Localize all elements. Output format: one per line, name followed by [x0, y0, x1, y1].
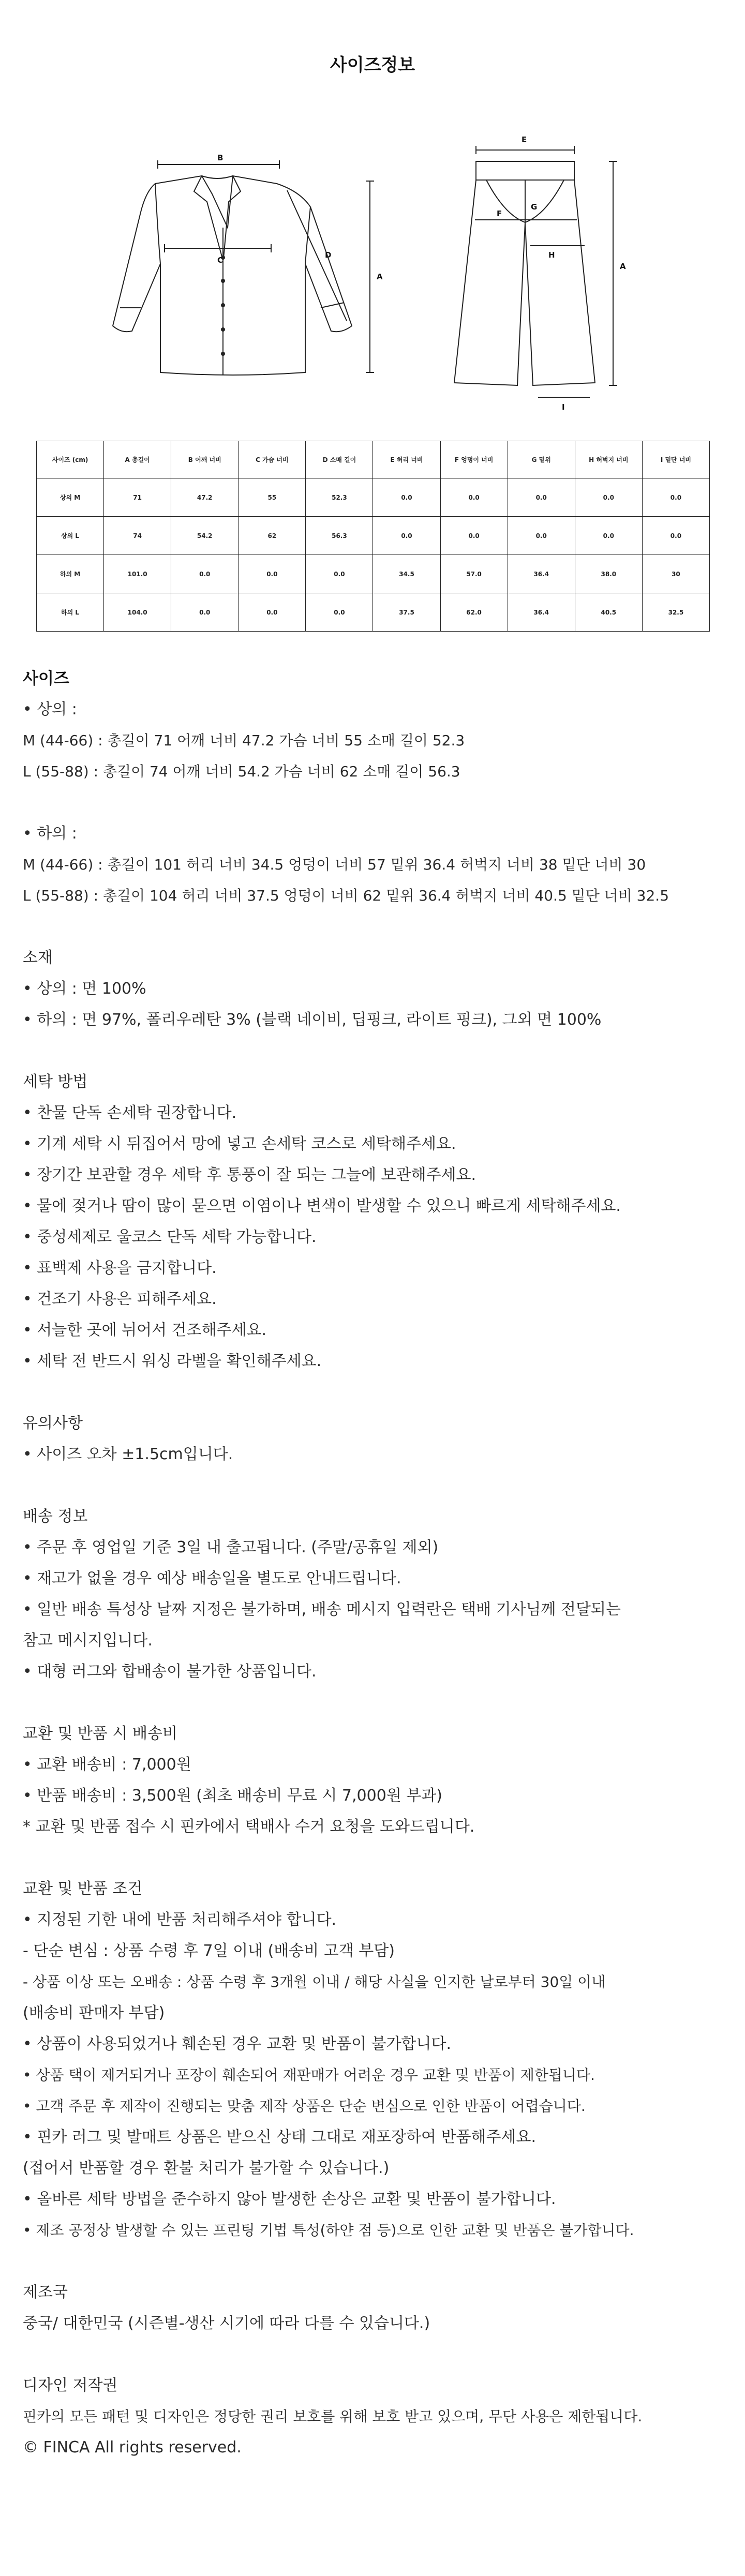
washing-section [23, 1067, 726, 1377]
table-cell: 36.4 [508, 593, 575, 632]
table-cell: 하의 L [37, 593, 104, 632]
caution-heading: 유의사항 [23, 1414, 83, 1432]
copyright-heading: 디자인 저작권 [23, 2376, 118, 2394]
table-cell: 상의 L [37, 517, 104, 555]
washing-line: • 장기간 보관할 경우 세탁 후 통풍이 잘 되는 그늘에 보관해주세요. [23, 1166, 476, 1184]
washing-line: • 물에 젖거나 땀이 많이 묻으면 이염이나 변색이 발생할 수 있으니 빠르게 세탁해주세요. [23, 1197, 621, 1215]
origin-section [23, 2277, 726, 2339]
table-cell: 0.0 [508, 478, 575, 517]
return-conditions-heading: 교환 및 반품 조건 [23, 1880, 143, 1898]
return-condition-line: • 올바른 세탁 방법을 준수하지 않아 발생한 손상은 교환 및 반품이 불가합니다. [23, 2190, 556, 2208]
table-header: F 엉덩이 너비 [440, 441, 508, 478]
return-fee-heading: 교환 및 반품 시 배송비 [23, 1725, 177, 1743]
origin-heading: 제조국 [23, 2283, 68, 2301]
table-cell: 0.0 [306, 593, 373, 632]
table-cell: 62 [239, 517, 306, 555]
table-header: A 총길이 [104, 441, 171, 478]
copyright-line: © FINCA All rights reserved. [23, 2438, 242, 2457]
top-size-m: M (44-66) : 총길이 71 어깨 너비 47.2 가슴 너비 55 소매 길이 52.3 [23, 732, 465, 749]
table-cell: 0.0 [171, 555, 239, 593]
return-fee-line: • 반품 배송비 : 3,500원 (최초 배송비 무료 시 7,000원 부과) [23, 1787, 442, 1805]
bottom-size-m: M (44-66) : 총길이 101 허리 너비 34.5 엉덩이 너비 57 밑위 36.4 허벅지 너비 38 밑단 너비 30 [23, 856, 646, 873]
label-h: H [548, 250, 555, 260]
bottom-label: • 하의 : [23, 825, 77, 843]
table-header: I 밑단 너비 [642, 441, 709, 478]
table-cell: 74 [104, 517, 171, 555]
label-g: G [531, 202, 538, 212]
table-cell: 0.0 [508, 517, 575, 555]
table-cell: 62.0 [440, 593, 508, 632]
washing-line: • 세탁 전 반드시 워싱 라벨을 확인해주세요. [23, 1352, 322, 1370]
return-condition-line: (접어서 반품할 경우 환불 처리가 불가할 수 있습니다.) [23, 2159, 390, 2177]
label-e: E [522, 135, 527, 144]
size-table [36, 441, 710, 632]
table-header: G 밑위 [508, 441, 575, 478]
table-cell: 40.5 [575, 593, 642, 632]
shirt-outline [113, 176, 352, 375]
table-cell: 101.0 [104, 555, 171, 593]
label-i: I [562, 402, 565, 412]
table-cell: 30 [642, 555, 709, 593]
table-cell: 104.0 [104, 593, 171, 632]
shipping-line: • 대형 러그와 합배송이 불가한 상품입니다. [23, 1663, 317, 1681]
return-fee-line: * 교환 및 반품 접수 시 핀카에서 택배사 수거 요청을 도와드립니다. [23, 1818, 475, 1836]
washing-line: • 서늘한 곳에 뉘어서 건조해주세요. [23, 1321, 267, 1339]
washing-line: • 표백제 사용을 금지합니다. [23, 1259, 217, 1277]
top-size-l: L (55-88) : 총길이 74 어깨 너비 54.2 가슴 너비 62 소매 길이 56.3 [23, 763, 460, 780]
table-cell: 0.0 [171, 593, 239, 632]
return-fee-line: • 교환 배송비 : 7,000원 [23, 1756, 191, 1774]
table-cell: 47.2 [171, 478, 239, 517]
table-header: B 어깨 너비 [171, 441, 239, 478]
label-a-top: A [377, 272, 383, 281]
return-condition-line: • 상품 택이 제거되거나 포장이 훼손되어 재판매가 어려운 경우 교환 및 반품이 제한됩니다. [23, 2066, 595, 2084]
table-header: 사이즈 (cm) [37, 441, 104, 478]
copyright-line: 핀카의 모든 패턴 및 디자인은 정당한 권리 보호를 위해 보호 받고 있으며, 무단 사용은 제한됩니다. [23, 2408, 643, 2425]
label-b: B [217, 153, 224, 162]
bottom-size-l: L (55-88) : 총길이 104 허리 너비 37.5 엉덩이 너비 62 밑위 36.4 허벅지 너비 40.5 밑단 너비 32.5 [23, 887, 669, 904]
shipping-line: 참고 메시지입니다. [23, 1631, 153, 1650]
product-info [23, 663, 726, 2463]
return-condition-line: • 상품이 사용되었거나 훼손된 경우 교환 및 반품이 불가합니다. [23, 2035, 452, 2053]
table-row [37, 593, 710, 632]
size-diagram [0, 103, 745, 424]
table-cell: 0.0 [642, 517, 709, 555]
washing-line: • 중성세제로 울코스 단독 세탁 가능합니다. [23, 1228, 317, 1246]
table-header: C 가슴 너비 [239, 441, 306, 478]
table-cell: 0.0 [373, 517, 440, 555]
shipping-section [23, 1501, 726, 1687]
shipping-line: • 주문 후 영업일 기준 3일 내 출고됩니다. (주말/공휴일 제외) [23, 1538, 439, 1556]
size-heading: 사이즈 [23, 669, 69, 688]
return-condition-line: - 상품 이상 또는 오배송 : 상품 수령 후 3개월 이내 / 해당 사실을 인지한 날로부터 30일 이내 [23, 1973, 606, 1990]
size-section [23, 663, 726, 911]
caution-line: • 사이즈 오차 ±1.5cm입니다. [23, 1445, 233, 1463]
table-row [37, 555, 710, 593]
shipping-line: • 재고가 없을 경우 예상 배송일을 별도로 안내드립니다. [23, 1569, 401, 1587]
table-cell: 하의 M [37, 555, 104, 593]
table-cell: 0.0 [642, 478, 709, 517]
table-header: D 소매 길이 [306, 441, 373, 478]
table-header: H 허벅지 너비 [575, 441, 642, 478]
table-cell: 52.3 [306, 478, 373, 517]
table-header-row [37, 441, 710, 478]
table-cell: 0.0 [239, 555, 306, 593]
shipping-heading: 배송 정보 [23, 1507, 88, 1525]
garment-illustration [0, 103, 745, 424]
table-cell: 71 [104, 478, 171, 517]
material-line: • 하의 : 면 97%, 폴리우레탄 3% (블랙 네이비, 딥핑크, 라이트 핑크), 그외 면 100% [23, 1011, 602, 1029]
material-line: • 상의 : 면 100% [23, 980, 146, 998]
shirt-measure-lines [158, 160, 374, 372]
label-f: F [497, 209, 502, 218]
table-cell: 54.2 [171, 517, 239, 555]
table-cell: 0.0 [440, 478, 508, 517]
table-cell: 0.0 [239, 593, 306, 632]
table-cell: 상의 M [37, 478, 104, 517]
table-cell: 56.3 [306, 517, 373, 555]
table-cell: 34.5 [373, 555, 440, 593]
table-cell: 0.0 [575, 517, 642, 555]
table-cell: 0.0 [306, 555, 373, 593]
label-c: C [217, 256, 224, 265]
washing-heading: 세탁 방법 [23, 1073, 88, 1091]
table-cell: 37.5 [373, 593, 440, 632]
label-a-bottom: A [620, 262, 626, 271]
pants-measure-lines [475, 146, 617, 397]
table-cell: 57.0 [440, 555, 508, 593]
washing-line: • 기계 세탁 시 뒤집어서 망에 넣고 손세탁 코스로 세탁해주세요. [23, 1135, 456, 1153]
washing-line: • 건조기 사용은 피해주세요. [23, 1290, 217, 1308]
top-label: • 상의 : [23, 700, 77, 718]
table-cell: 36.4 [508, 555, 575, 593]
return-condition-line: (배송비 판매자 부담) [23, 2004, 165, 2022]
return-condition-line: • 고객 주문 후 제작이 진행되는 맞춤 제작 상품은 단순 변심으로 인한 반품이 어렵습니다. [23, 2098, 586, 2115]
washing-line: • 찬물 단독 손세탁 권장합니다. [23, 1104, 237, 1122]
shipping-line: • 일반 배송 특성상 날짜 지정은 불가하며, 배송 메시지 입력란은 택배 기사님께 전달되는 [23, 1600, 621, 1619]
return-condition-line: • 제조 공정상 발생할 수 있는 프린팅 기법 특성(하얀 점 등)으로 인한 교환 및 반품은 불가합니다. [23, 2222, 634, 2239]
return-condition-line: - 단순 변심 : 상품 수령 후 7일 이내 (배송비 고객 부담) [23, 1942, 395, 1960]
origin-line: 중국/ 대한민국 (시즌별-생산 시기에 따라 다를 수 있습니다.) [23, 2314, 430, 2332]
return-conditions-section [23, 1874, 726, 2246]
table-cell: 0.0 [575, 478, 642, 517]
return-condition-line: • 지정된 기한 내에 반품 처리해주셔야 합니다. [23, 1911, 337, 1929]
material-section [23, 942, 726, 1036]
table-cell: 32.5 [642, 593, 709, 632]
table-cell: 0.0 [440, 517, 508, 555]
return-fee-section [23, 1718, 726, 1843]
label-d: D [325, 250, 332, 260]
return-condition-line: • 핀카 러그 및 발매트 상품은 받으신 상태 그대로 재포장하여 반품해주세요. [23, 2128, 536, 2146]
caution-section [23, 1408, 726, 1470]
table-header: E 허리 너비 [373, 441, 440, 478]
table-cell: 0.0 [373, 478, 440, 517]
table-row [37, 478, 710, 517]
copyright-section [23, 2370, 726, 2463]
table-cell: 55 [239, 478, 306, 517]
table-row [37, 517, 710, 555]
material-heading: 소재 [23, 949, 53, 967]
table-cell: 38.0 [575, 555, 642, 593]
page-title: 사이즈정보 [330, 55, 415, 76]
